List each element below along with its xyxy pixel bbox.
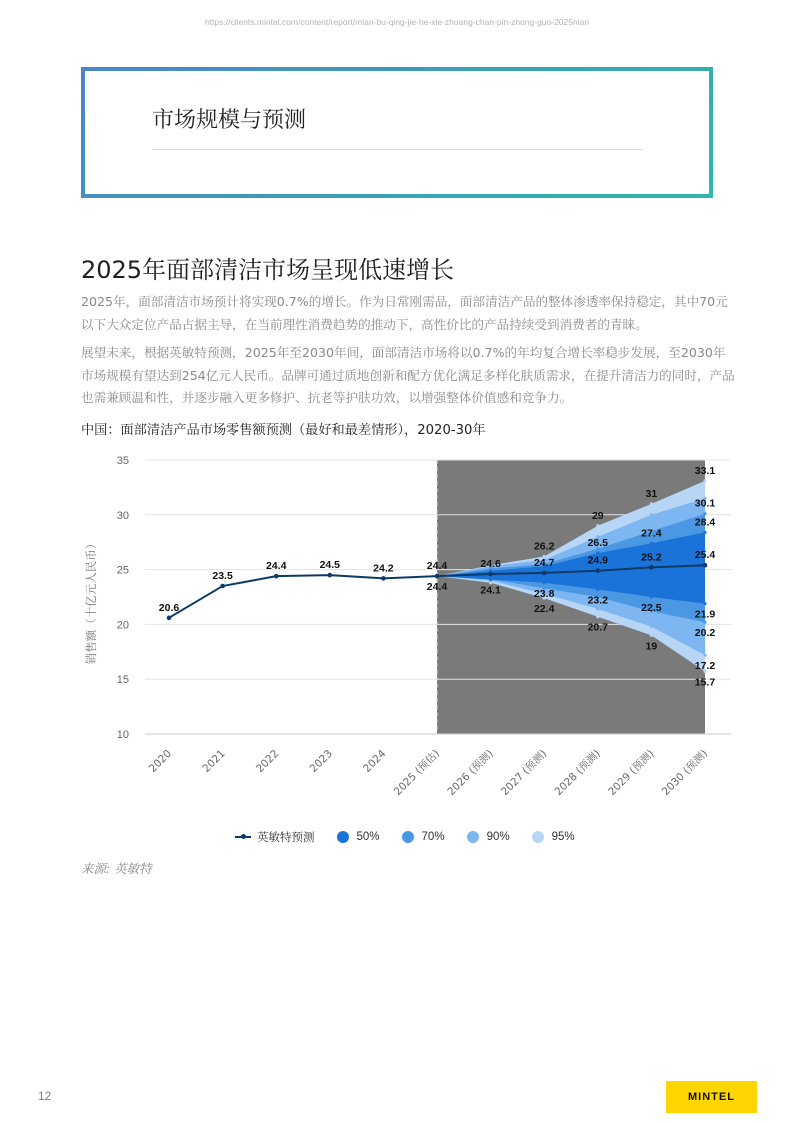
data-label: 24.5: [319, 559, 341, 572]
x-tick-label: 2030 (预测): [659, 747, 711, 799]
band-marker: [650, 513, 653, 516]
legend-item-70: [402, 831, 445, 843]
band-marker: [703, 621, 706, 624]
data-label: 19: [645, 640, 658, 653]
forecast-point: [703, 563, 708, 568]
x-tick-label: 2022: [253, 747, 282, 776]
forecast-point: [596, 568, 601, 573]
forecast-point: [328, 573, 333, 578]
data-label: 30.1: [694, 497, 716, 510]
band-marker: [650, 634, 653, 637]
x-tick-label: 2023: [307, 747, 335, 776]
data-label: 22.4: [533, 603, 555, 616]
legend-line-icon: [235, 836, 251, 838]
data-label: 24.4: [426, 581, 448, 594]
chart-legend: [235, 829, 597, 845]
data-label: 24.1: [480, 584, 501, 597]
x-tick-label: 2021: [200, 747, 228, 776]
data-label: 23.2: [587, 594, 609, 607]
data-label: 25.2: [641, 551, 662, 564]
page-number: 12: [38, 1089, 52, 1103]
x-tick-label: 2028 (预测): [552, 747, 603, 799]
legend-dot-icon: [337, 831, 349, 843]
forecast-point: [542, 571, 547, 576]
legend-item-50: [337, 831, 380, 843]
x-tick-label: 2025 (预估): [391, 747, 443, 799]
band-marker: [489, 578, 492, 581]
data-label: 28.4: [694, 516, 716, 529]
legend-dot-icon: [532, 831, 544, 843]
data-label: 21.9: [694, 608, 716, 621]
x-tick-label: 2029 (预测): [606, 747, 657, 799]
band-marker: [703, 479, 706, 482]
x-tick-label: 2024: [361, 747, 389, 776]
section-title: 市场规模与预测: [152, 108, 307, 133]
forecast-point: [649, 565, 654, 570]
data-label: 15.7: [694, 676, 716, 689]
legend-label-95: 95%: [551, 831, 575, 843]
data-label: 17.2: [694, 660, 716, 673]
band-marker: [596, 588, 599, 591]
forecast-point: [435, 574, 440, 579]
section-header-box: [81, 67, 713, 198]
legend-dot-icon: [402, 831, 414, 843]
y-tick-label: 15: [116, 674, 129, 687]
data-label: 24.4: [426, 560, 448, 573]
mintel-logo: MINTEL: [666, 1081, 757, 1113]
legend-label-90: 90%: [486, 831, 510, 843]
y-tick-label: 25: [116, 564, 129, 577]
forecast-point: [381, 576, 386, 581]
y-tick-label: 35: [116, 455, 129, 467]
data-label: 23.5: [212, 570, 233, 583]
data-label: 26.2: [533, 540, 555, 553]
data-label: 24.7: [533, 556, 555, 569]
band-marker: [650, 542, 653, 545]
y-tick-label: 20: [116, 619, 129, 632]
data-label: 20.2: [694, 627, 716, 640]
legend-item-95: [532, 831, 575, 843]
legend-item-90: [467, 831, 510, 843]
legend-dot-icon: [467, 831, 479, 843]
band-marker: [596, 607, 599, 610]
band-marker: [703, 512, 706, 515]
forecast-chart: [81, 447, 741, 817]
chart-title: 中国：面部清洁产品市场零售额预测（最好和最差情形），2020-30年: [81, 423, 486, 438]
data-label: 27.4: [641, 527, 662, 540]
data-label: 20.6: [158, 601, 180, 614]
forecast-point: [220, 584, 225, 589]
source-note: 来源: 英敏特: [81, 861, 152, 876]
legend-label-70: 70%: [421, 831, 445, 843]
band-marker: [650, 595, 653, 598]
y-axis-title: 销售额（十亿元人民币）: [84, 537, 98, 665]
source-url: https://clients.mintel.com/content/report/mian-bu-qing-jie-he-xie-zhuang-chan-pin-zhong-guo-2025nian: [204, 17, 590, 27]
data-label: 33.1: [694, 464, 716, 477]
paragraph-2: 展望未来，根据英敏特预测，2025年至2030年间，面部清洁市场将以0.7%的年均复合增长率稳步发展，至2030年市场规模有望达到254亿元人民币。品牌可通过质地创新和配方优化满足多样化肤质需求，在提升清洁力的同时，产品也需兼顾温和性，并逐步融入更多修护、抗老等护肤功效，以增强整体价值感和竞争力。: [81, 345, 735, 405]
legend-label-50: 50%: [356, 831, 380, 843]
band-marker: [596, 524, 599, 527]
data-label: 24.4: [265, 560, 287, 573]
data-label: 24.6: [480, 557, 501, 570]
band-marker: [543, 581, 546, 584]
forecast-point: [167, 616, 172, 621]
legend-label-forecast: 英敏特预测: [257, 832, 315, 844]
x-tick-label: 2026 (预测): [445, 747, 496, 799]
forecast-point: [274, 574, 279, 579]
band-marker: [703, 602, 706, 605]
data-label: 23.8: [533, 587, 555, 600]
band-marker: [650, 625, 653, 628]
data-label: 24.2: [373, 562, 394, 575]
band-marker: [703, 653, 706, 656]
band-marker: [596, 615, 599, 618]
x-tick-label: 2020: [146, 747, 175, 776]
data-label: 24.9: [587, 554, 609, 567]
legend-item-forecast: [235, 829, 315, 845]
data-label: 29: [591, 509, 604, 522]
section-divider: [153, 149, 643, 150]
data-label: 22.5: [641, 602, 662, 614]
paragraph-1: 2025年，面部清洁市场预计将实现0.7%的增长。作为日常刚需品，面部清洁产品的整体渗透率保持稳定，其中70元以下大众定位产品占据主导，在当前理性消费趋势的推动下，高性价比的产品持续受到消费者的青睐。: [81, 294, 728, 332]
forecast-point: [488, 572, 493, 577]
y-tick-label: 10: [116, 729, 129, 741]
data-label: 31: [645, 487, 658, 500]
data-label: 25.4: [694, 549, 716, 562]
band-marker: [703, 531, 706, 534]
data-label: 26.5: [587, 537, 609, 550]
x-tick-label: 2027 (预测): [498, 747, 550, 799]
data-label: 20.7: [587, 621, 609, 634]
article-heading: 2025年面部清洁市场呈现低速增长: [81, 256, 455, 284]
y-tick-label: 30: [116, 509, 129, 522]
band-marker: [650, 502, 653, 505]
